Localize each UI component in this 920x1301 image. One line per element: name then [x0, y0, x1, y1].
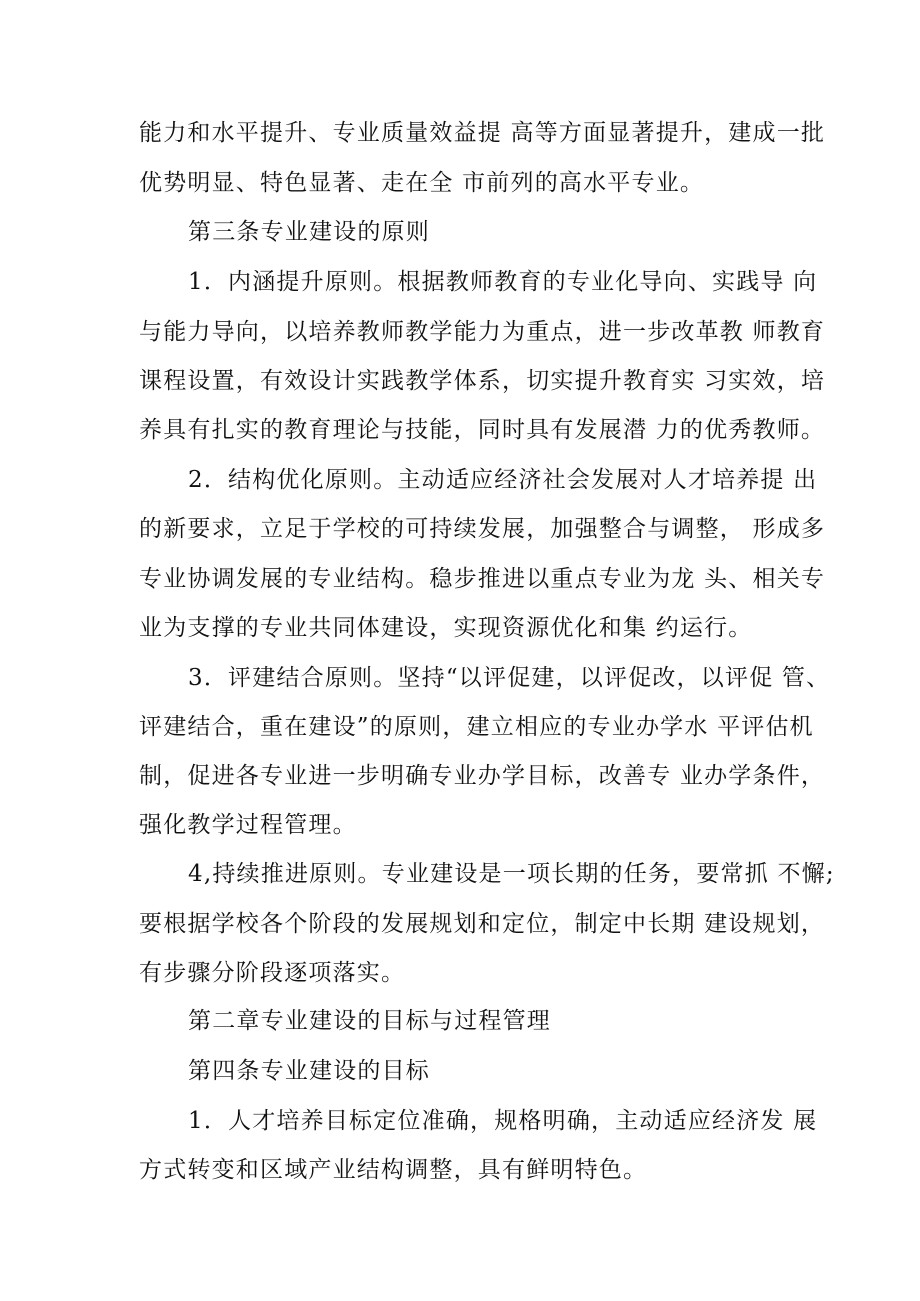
paragraph-line: 业为支撑的专业共同体建设，实现资源优化和集 约运行。 [139, 615, 753, 641]
paragraph-line: 1．人才培养目标定位准确，规格明确，主动适应经济发 展 [188, 1108, 818, 1134]
section-heading: 第三条专业建设的原则 [188, 219, 430, 245]
paragraph-line: 专业协调发展的专业结构。稳步推进以重点专业为龙 头、相关专 [139, 566, 826, 592]
paragraph-line: 评建结合，重在建设”的原则，建立相应的专业办学水 平评估机 [139, 714, 814, 740]
paragraph-line: 2．结构优化原则。主动适应经济社会发展对人才培养提 出 [188, 467, 818, 493]
paragraph-line: 能力和水平提升、专业质量效益提 高等方面显著提升，建成一批 [139, 120, 826, 146]
paragraph-line: 与能力导向，以培养教师教学能力为重点，进一步改革教 师教育 [139, 319, 826, 345]
paragraph-line: 强化教学过程管理。 [139, 812, 357, 838]
paragraph-line: 4,持续推进原则。专业建设是一项长期的任务，要常抓 不懈; [188, 861, 835, 887]
paragraph-line: 的新要求，立足于学校的可持续发展，加强整合与调整， 形成多 [139, 516, 826, 542]
paragraph-line: 1．内涵提升原则。根据教师教育的专业化导向、实践导 向 [188, 269, 818, 295]
paragraph-line: 3．评建结合原则。坚持“以评促建，以评促改，以评促 管、 [188, 665, 831, 691]
paragraph-line: 制，促进各专业进一步明确专业办学目标，改善专 业办学条件， [139, 763, 826, 789]
section-heading: 第四条专业建设的目标 [188, 1058, 430, 1084]
chapter-heading: 第二章专业建设的目标与过程管理 [188, 1008, 551, 1034]
paragraph-line: 优势明显、特色显著、走在全 市前列的高水平专业。 [139, 170, 705, 196]
paragraph-line: 方式转变和区域产业结构调整，具有鲜明特色。 [139, 1157, 648, 1183]
paragraph-line: 养具有扎实的教育理论与技能，同时具有发展潜 力的优秀教师。 [139, 417, 826, 443]
paragraph-line: 要根据学校各个阶段的发展规划和定位，制定中长期 建设规划， [139, 911, 826, 937]
paragraph-line: 有步骤分阶段逐项落实。 [139, 960, 406, 986]
paragraph-line: 课程设置，有效设计实践教学体系，切实提升教育实 习实效，培 [139, 368, 826, 394]
